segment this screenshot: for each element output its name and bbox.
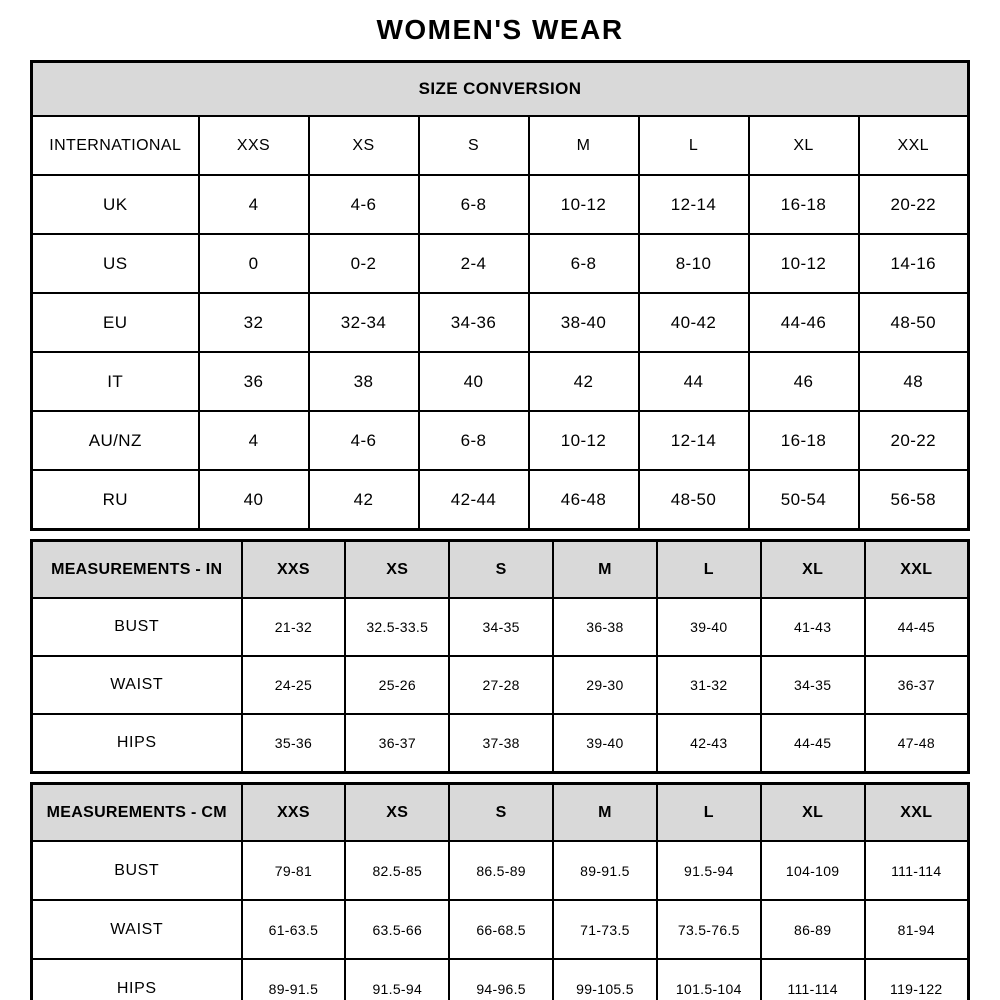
table-cell: 86.5-89 [449,841,553,900]
size-column-header: L [657,541,761,599]
table-banner: SIZE CONVERSION [32,62,969,117]
table-cell: 32 [199,293,309,352]
table-row [32,293,969,352]
size-column-header: S [419,116,529,175]
table-cell: 6-8 [529,234,639,293]
table-banner: MEASUREMENTS - IN [32,541,242,599]
table-cell: 34-35 [761,656,865,714]
table-cell: 20-22 [859,411,969,470]
size-column-header: XS [345,784,449,842]
table-cell: 42 [309,470,419,530]
table-cell: 36-37 [345,714,449,773]
table-cell: 24-25 [242,656,346,714]
table-cell: 73.5-76.5 [657,900,761,959]
row-label: WAIST [32,656,242,714]
table-cell: 94-96.5 [449,959,553,1000]
table-cell: 46 [749,352,859,411]
table-cell: 38 [309,352,419,411]
table-cell: 40 [419,352,529,411]
table-cell: 91.5-94 [345,959,449,1000]
table-cell: 4-6 [309,175,419,234]
table-cell: 111-114 [865,841,969,900]
table-cell: 56-58 [859,470,969,530]
table-cell: 63.5-66 [345,900,449,959]
size-column-header: S [449,541,553,599]
row-label: BUST [32,598,242,656]
size-column-header: M [553,784,657,842]
table-cell: 119-122 [865,959,969,1000]
size-column-header: XS [309,116,419,175]
table-cell: 89-91.5 [553,841,657,900]
size-column-header: M [529,116,639,175]
table-row [32,656,969,714]
table-row [32,841,969,900]
table-cell: 4 [199,175,309,234]
table-cell: 6-8 [419,175,529,234]
table-cell: 31-32 [657,656,761,714]
size-column-header: XL [749,116,859,175]
table-cell: 36-37 [865,656,969,714]
table-cell: 36-38 [553,598,657,656]
table-cell: 10-12 [749,234,859,293]
region-column-header: INTERNATIONAL [32,116,199,175]
table-cell: 40-42 [639,293,749,352]
table-banner-row [32,541,969,599]
table-cell: 8-10 [639,234,749,293]
table-cell: 104-109 [761,841,865,900]
table-cell: 91.5-94 [657,841,761,900]
size-column-header: XXL [859,116,969,175]
table-cell: 48 [859,352,969,411]
table-cell: 39-40 [553,714,657,773]
table-cell: 79-81 [242,841,346,900]
table-cell: 42 [529,352,639,411]
table-cell: 47-48 [865,714,969,773]
table-cell: 44-45 [761,714,865,773]
table-row [32,175,969,234]
table-cell: 20-22 [859,175,969,234]
row-label: RU [32,470,199,530]
table-cell: 0 [199,234,309,293]
size-column-header: XXS [199,116,309,175]
table-cell: 36 [199,352,309,411]
table-cell: 32.5-33.5 [345,598,449,656]
table-cell: 27-28 [449,656,553,714]
table-banner-row [32,784,969,842]
size-conversion-table [30,60,970,531]
table-cell: 40 [199,470,309,530]
table-cell: 10-12 [529,411,639,470]
table-row [32,900,969,959]
row-label: EU [32,293,199,352]
size-column-header: XL [761,541,865,599]
table-cell: 46-48 [529,470,639,530]
table-cell: 101.5-104 [657,959,761,1000]
size-column-header: XS [345,541,449,599]
page-title: WOMEN'S WEAR [376,14,624,45]
table-cell: 4-6 [309,411,419,470]
size-column-header: XXL [865,784,969,842]
row-label: WAIST [32,900,242,959]
table-cell: 111-114 [761,959,865,1000]
size-column-header: L [657,784,761,842]
table-row [32,234,969,293]
table-cell: 0-2 [309,234,419,293]
row-label: US [32,234,199,293]
table-cell: 50-54 [749,470,859,530]
row-label: IT [32,352,199,411]
table-cell: 44-45 [865,598,969,656]
table-cell: 81-94 [865,900,969,959]
size-column-header: XXS [242,784,346,842]
table-row [32,959,969,1000]
size-column-header: XL [761,784,865,842]
table-cell: 2-4 [419,234,529,293]
table-cell: 37-38 [449,714,553,773]
table-row [32,714,969,773]
table-cell: 48-50 [639,470,749,530]
table-row [32,411,969,470]
table-cell: 42-44 [419,470,529,530]
size-column-header: XXS [242,541,346,599]
size-column-header: XXL [865,541,969,599]
row-label: HIPS [32,959,242,1000]
measurements-cm-table [30,782,970,1000]
size-column-header: L [639,116,749,175]
row-label: HIPS [32,714,242,773]
table-cell: 35-36 [242,714,346,773]
table-cell: 39-40 [657,598,761,656]
table-cell: 34-35 [449,598,553,656]
table-cell: 66-68.5 [449,900,553,959]
table-cell: 41-43 [761,598,865,656]
table-banner-row [32,62,969,117]
row-label: AU/NZ [32,411,199,470]
table-row [32,352,969,411]
table-cell: 32-34 [309,293,419,352]
table-row [32,598,969,656]
table-cell: 89-91.5 [242,959,346,1000]
size-column-header: M [553,541,657,599]
table-cell: 12-14 [639,175,749,234]
table-cell: 82.5-85 [345,841,449,900]
table-banner: MEASUREMENTS - CM [32,784,242,842]
table-cell: 38-40 [529,293,639,352]
table-cell: 61-63.5 [242,900,346,959]
table-cell: 29-30 [553,656,657,714]
table-cell: 34-36 [419,293,529,352]
table-cell: 12-14 [639,411,749,470]
table-row [32,470,969,530]
table-cell: 44-46 [749,293,859,352]
table-cell: 14-16 [859,234,969,293]
column-header-row [32,116,969,175]
table-cell: 25-26 [345,656,449,714]
table-cell: 10-12 [529,175,639,234]
measurements-in-table [30,539,970,774]
table-cell: 71-73.5 [553,900,657,959]
row-label: UK [32,175,199,234]
table-cell: 42-43 [657,714,761,773]
table-cell: 16-18 [749,175,859,234]
table-cell: 6-8 [419,411,529,470]
row-label: BUST [32,841,242,900]
table-cell: 99-105.5 [553,959,657,1000]
table-cell: 16-18 [749,411,859,470]
table-cell: 4 [199,411,309,470]
table-cell: 21-32 [242,598,346,656]
table-cell: 48-50 [859,293,969,352]
table-cell: 44 [639,352,749,411]
size-column-header: S [449,784,553,842]
table-cell: 86-89 [761,900,865,959]
